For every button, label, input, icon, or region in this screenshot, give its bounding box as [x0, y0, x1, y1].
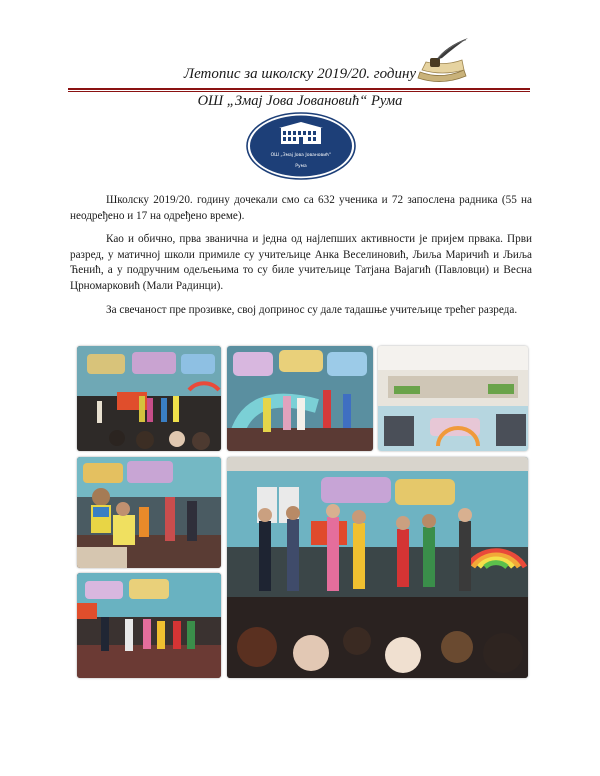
school-logo — [246, 112, 356, 180]
page-header — [0, 0, 600, 120]
body-text — [70, 193, 532, 326]
header-rule-thin — [68, 91, 530, 92]
photo-performers — [77, 457, 221, 568]
paragraph-enrollment: Школску 2019/20. годину дочекали смо са 632 ученика и 72 запослена радника (55 на неодређено и 17 на одређено време). — [70, 194, 532, 222]
chronicle-title: Летопис за школску 2019/20. годину — [183, 66, 417, 82]
logo-caption: ОШ „Змај Јова Јовановић“ — [270, 153, 332, 158]
school-name: ОШ „Змај Јова Јовановић“ Рума — [197, 93, 403, 109]
paragraph-ceremony: За свечаност пре прозивке, свој допринос су дале тадашње учитељице трећег разреда. — [106, 303, 518, 316]
photo-ceremony-stage — [227, 457, 528, 678]
photo-ceremony-3 — [77, 573, 221, 678]
photo-ceremony-2 — [227, 346, 373, 451]
photo-hall — [378, 346, 528, 451]
header-rule — [68, 88, 530, 90]
photo-ceremony-1 — [77, 346, 221, 451]
paragraph-first-graders: Као и обично, прва званична и једна од најлепших активности је пријем првака. Први разред, у матичној школи примиле су учитељице Анка Веселиновић, Љиља Маричић и Љиља Ћенић, а у подручним одељењима то су биле учитељице Татјана Вајагић (Павловци) и Весна Црномарковић (Мали Радинци). — [70, 233, 532, 292]
logo-caption-city: Рума — [295, 164, 307, 169]
